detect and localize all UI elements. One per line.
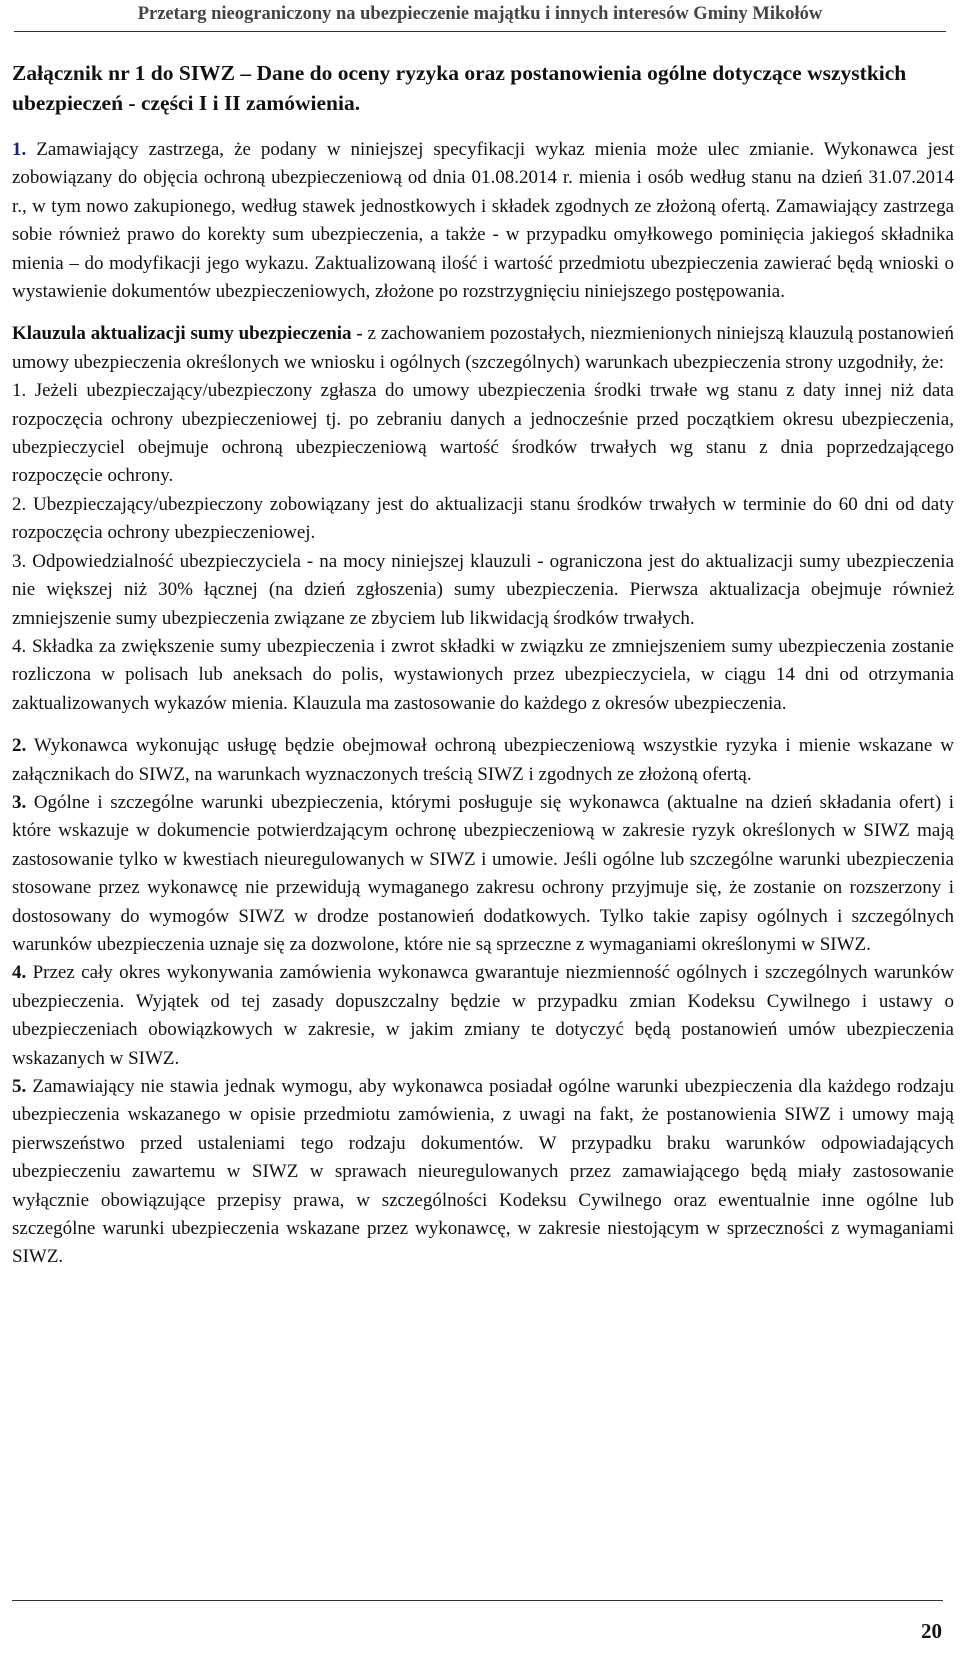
section-3 [12, 789, 954, 959]
clause-heading: Klauzula aktualizacji sumy ubezpieczenia - [12, 323, 368, 345]
page-number: 20 [921, 1619, 942, 1643]
clause-item-2: 2. Ubezpieczający/ubezpieczony zobowiązany jest do aktualizacji stanu środków trwałych w terminie do 60 dni od daty rozpoczęcia ochrony ubezpieczeniowej. [12, 493, 954, 544]
document-title: Załącznik nr 1 do SIWZ – Dane do oceny ryzyka oraz postanowienia ogólne dotyczące wszystkich ubezpieczeń - części I i II zamówienia. [12, 61, 907, 115]
clause-item-4: 4. Składka za zwiększenie sumy ubezpieczenia i zwrot składki w związku ze zmniejszeniem sumy ubezpieczenia zostanie rozliczona w polisach lub aneksach do polis, wystawionych przez ubezpieczyciela, w ciągu 14 dni od otrzymania zaktualizowanych wykazów mienia. Klauzula ma zastosowanie do każdego z okresów ubezpieczenia. [12, 635, 954, 714]
header-title: Przetarg nieograniczony na ubezpieczenie majątku i innych interesów Gminy Mikołów [137, 4, 823, 24]
section-1 [12, 136, 954, 306]
section-3-number: 3. [12, 791, 27, 813]
section-5 [12, 1073, 954, 1272]
clause-intro-text: z zachowaniem pozostałych, niezmienionych niniejszą klauzulą postanowień umowy ubezpieczenia określonych we wniosku i ogólnych (szczególnych) warunkach ubezpieczenia strony uzgodniły, że: [12, 323, 954, 373]
clause-item-1: 1. Jeżeli ubezpieczający/ubezpieczony zgłasza do umowy ubezpieczenia środki trwałe wg stanu z daty innej niż data rozpoczęcia ochrony ubezpieczeniowej tj. po zebraniu danych a jednocześnie przed początkiem okresu ubezpieczenia, ubezpieczyciel obejmuje ochroną ubezpieczeniową wartość środków trwałych wg stanu z dnia poprzedzającego rozpoczęcie ochrony. [12, 380, 954, 487]
section-4-text: Przez cały okres wykonywania zamówienia wykonawca gwarantuje niezmienność ogólnych i szczególnych warunków ubezpieczenia. Wyjątek od tej zasady dopuszczalny będzie w przypadku zmian Kodeksu Cywilnego i ustawy o ubezpieczeniach obowiązkowych w zakresie, w jakim zmiany te dotyczyć będą postanowień umów ubezpieczenia wskazanych w SIWZ. [12, 962, 954, 1069]
section-5-number: 5. [12, 1076, 27, 1097]
document-body [12, 58, 954, 1272]
section-4-number: 4. [12, 962, 27, 984]
footer-divider [12, 1600, 943, 1601]
section-1-number: 1. [12, 139, 27, 160]
section-5-text: Zamawiający nie stawia jednak wymogu, aby wykonawca posiadał ogólne warunki ubezpieczenia dla każdego rodzaju ubezpieczenia wskazanego w opisie przedmiotu zamówienia, z uwagi na fakt, że postanowienia SIWZ i umowy mają pierwszeństwo przed ustaleniami tego rodzaju dokumentów. W przypadku braku warunków odpowiadających ubezpieczeniu zawartemu w SIWZ w sprawach nieuregulowanych przez zamawiającego będą miały zastosowanie wyłącznie obowiązujące przepisy prawa, w szczególności Kodeksu Cywilnego oraz ewentualnie inne ogólne lub szczególne warunki ubezpieczenia wskazane przez wykonawcę, w zakresie niestojącym w sprzeczności z wymaganiami SIWZ. [12, 1076, 954, 1268]
section-2-text: Wykonawca wykonując usługę będzie obejmował ochroną ubezpieczeniową wszystkie ryzyka i mienie wskazane w załącznikach do SIWZ, na warunkach wyznaczonych treścią SIWZ i zgodnych ze złożoną ofertą. [12, 735, 954, 785]
section-2-number: 2. [12, 735, 27, 757]
section-2 [12, 732, 954, 789]
page-header [14, 2, 946, 32]
clause-intro [12, 320, 954, 377]
clause-item-3: 3. Odpowiedzialność ubezpieczyciela - na mocy niniejszej klauzuli - ograniczona jest do aktualizacji sumy ubezpieczenia nie większej niż 30% łącznej (na dzień zgłoszenia) sumy ubezpieczenia. Pierwsza aktualizacja obejmuje również zmniejszenie sumy ubezpieczenia związane ze zbyciem lub likwidacją środków trwałych. [12, 550, 954, 629]
section-4 [12, 959, 954, 1073]
section-1-text: Zamawiający zastrzega, że podany w niniejszej specyfikacji wykaz mienia może ulec zmianie. Wykonawca jest zobowiązany do objęcia ochroną ubezpieczeniową od dnia 01.08.2014 r. mienia i osób według stanu na dzień 31.07.2014 r., w tym nowo zakupionego, według stawek jednostkowych i składek zgodnych ze złożoną ofertą. Zamawiający zastrzega sobie również prawo do korekty sum ubezpieczenia, a także - w przypadku omyłkowego pominięcia jakiegoś składnika mienia – do modyfikacji jego wykazu. Zaktualizowaną ilość i wartość przedmiotu ubezpieczenia zawierać będą wnioski o wystawienie dokumentów ubezpieczeniowych, złożone po rozstrzygnięciu niniejszego postępowania. [12, 139, 954, 303]
section-3-text: Ogólne i szczególne warunki ubezpieczenia, którymi posługuje się wykonawca (aktualne na dzień składania ofert) i które wskazuje w dokumencie potwierdzającym ochronę ubezpieczeniową w zakresie ryzyk określonych w SIWZ mają zastosowanie tylko w kwestiach nieuregulowanych w SIWZ i umowie. Jeśli ogólne lub szczególne warunki ubezpieczenia stosowane przez wykonawcę nie przewidują wymaganego zakresu ochrony przyjmuje się, że zostanie on rozszerzony i dostosowany do wymogów SIWZ w drodze postanowień dodatkowych. Tylko takie zapisy ogólnych i szczególnych warunków ubezpieczenia uznaje się za dozwolone, które nie są sprzeczne z wymaganiami określonymi w SIWZ. [12, 791, 954, 955]
